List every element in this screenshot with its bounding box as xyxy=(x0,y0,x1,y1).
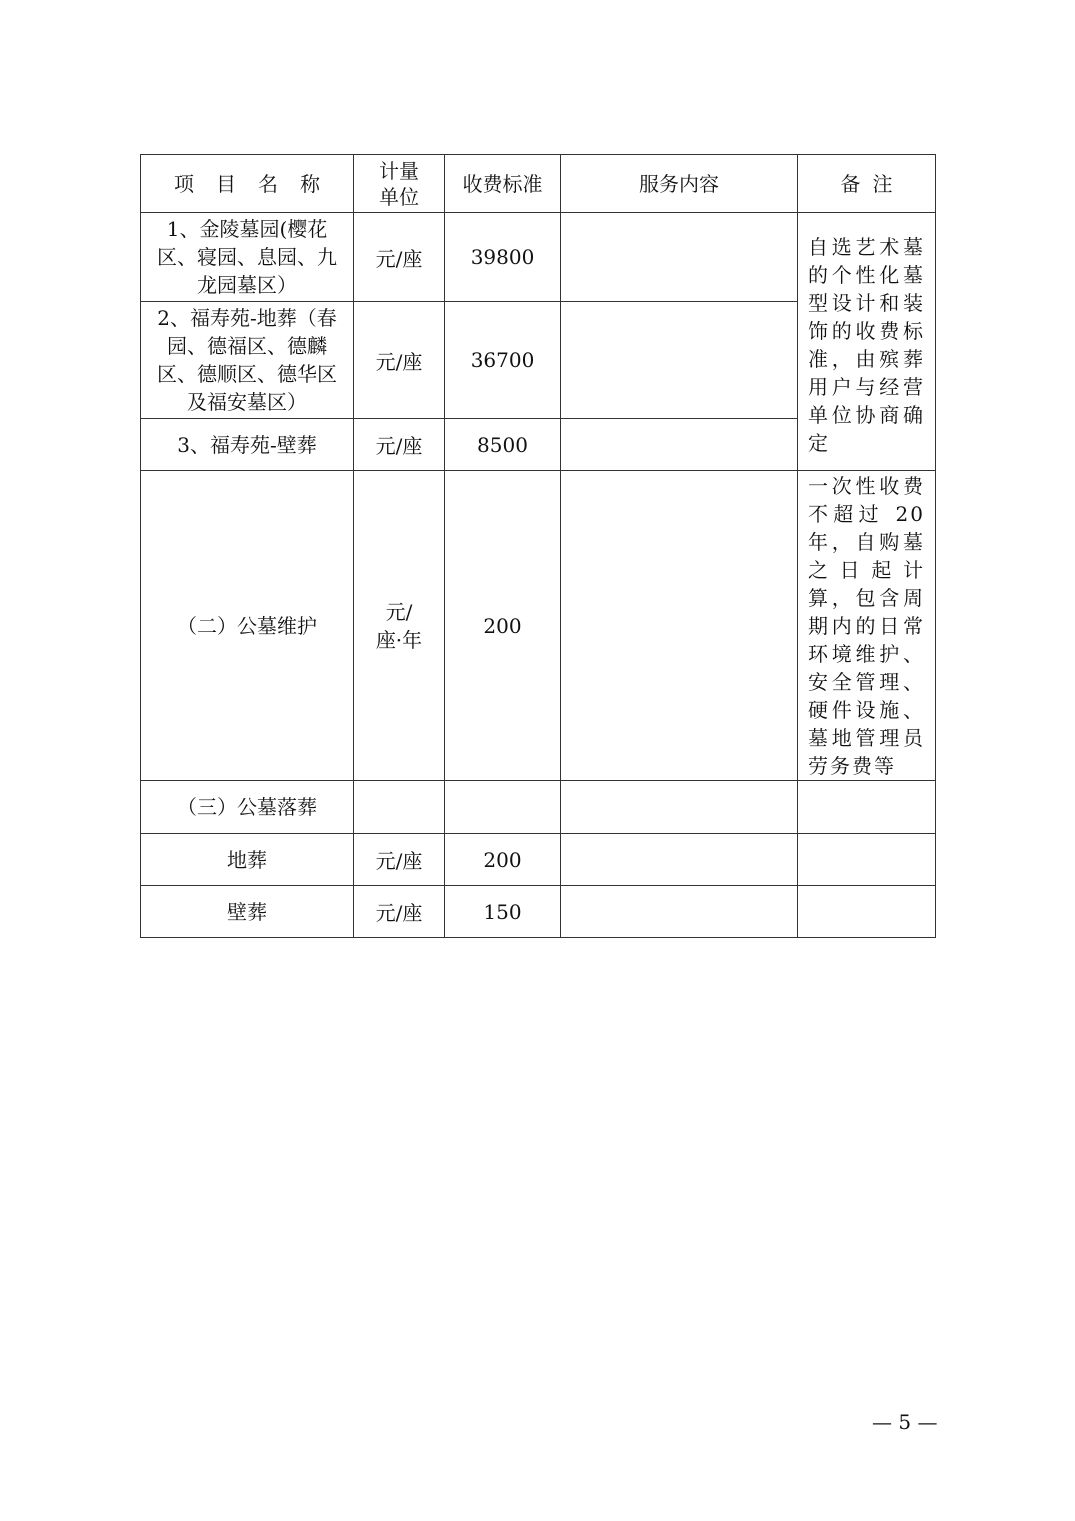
table-row xyxy=(141,834,936,886)
row-unit: 元/座 xyxy=(354,886,445,938)
table-row xyxy=(141,781,936,834)
row-unit-stack xyxy=(354,598,444,654)
fee-table xyxy=(140,154,936,938)
remark-maintenance: 一次性收费不超过 20 年，自购墓之日起计算，包含周期内的日常环境维护、安全管理、硬件设施、墓地管理员劳务费等 xyxy=(798,471,936,781)
row-name: （二）公墓维护 xyxy=(141,471,354,781)
row-unit-line1: 元/ xyxy=(385,599,413,624)
header-unit xyxy=(354,155,445,213)
row-name: 地葬 xyxy=(141,834,354,886)
row-service xyxy=(561,781,798,834)
row-standard: 36700 xyxy=(445,302,561,419)
table-header-row xyxy=(141,155,936,213)
row-standard: 200 xyxy=(445,834,561,886)
row-remark xyxy=(798,781,936,834)
row-service xyxy=(561,302,798,419)
row-unit xyxy=(354,471,445,781)
table-row xyxy=(141,471,936,781)
row-service xyxy=(561,419,798,471)
table-row xyxy=(141,886,936,938)
row-service xyxy=(561,471,798,781)
row-service xyxy=(561,834,798,886)
table-row xyxy=(141,213,936,302)
page-number: — 5 — xyxy=(872,1410,938,1434)
row-name: （三）公墓落葬 xyxy=(141,781,354,834)
header-service: 服务内容 xyxy=(561,155,798,213)
header-name: 项目名称 xyxy=(141,155,354,213)
header-remark: 备注 xyxy=(798,155,936,213)
row-unit: 元/座 xyxy=(354,213,445,302)
row-service xyxy=(561,213,798,302)
row-standard: 39800 xyxy=(445,213,561,302)
row-remark xyxy=(798,834,936,886)
row-unit xyxy=(354,781,445,834)
row-name: 壁葬 xyxy=(141,886,354,938)
header-unit-text: 计量单位 xyxy=(379,158,419,209)
row-standard: 150 xyxy=(445,886,561,938)
row-unit: 元/座 xyxy=(354,419,445,471)
row-unit: 元/座 xyxy=(354,834,445,886)
row-unit: 元/座 xyxy=(354,302,445,419)
row-name: 3、福寿苑-壁葬 xyxy=(141,419,354,471)
row-name: 2、福寿苑-地葬（春园、德福区、德麟区、德顺区、德华区及福安墓区） xyxy=(141,302,354,419)
row-standard: 8500 xyxy=(445,419,561,471)
header-standard: 收费标准 xyxy=(445,155,561,213)
row-remark xyxy=(798,886,936,938)
row-unit-line2: 座·年 xyxy=(375,627,423,652)
remark-art-tomb: 自选艺术墓的个性化墓型设计和装饰的收费标准，由殡葬用户与经营单位协商确定 xyxy=(798,213,936,471)
row-standard: 200 xyxy=(445,471,561,781)
row-service xyxy=(561,886,798,938)
row-name: 1、金陵墓园(樱花区、寝园、息园、九龙园墓区） xyxy=(141,213,354,302)
row-standard xyxy=(445,781,561,834)
